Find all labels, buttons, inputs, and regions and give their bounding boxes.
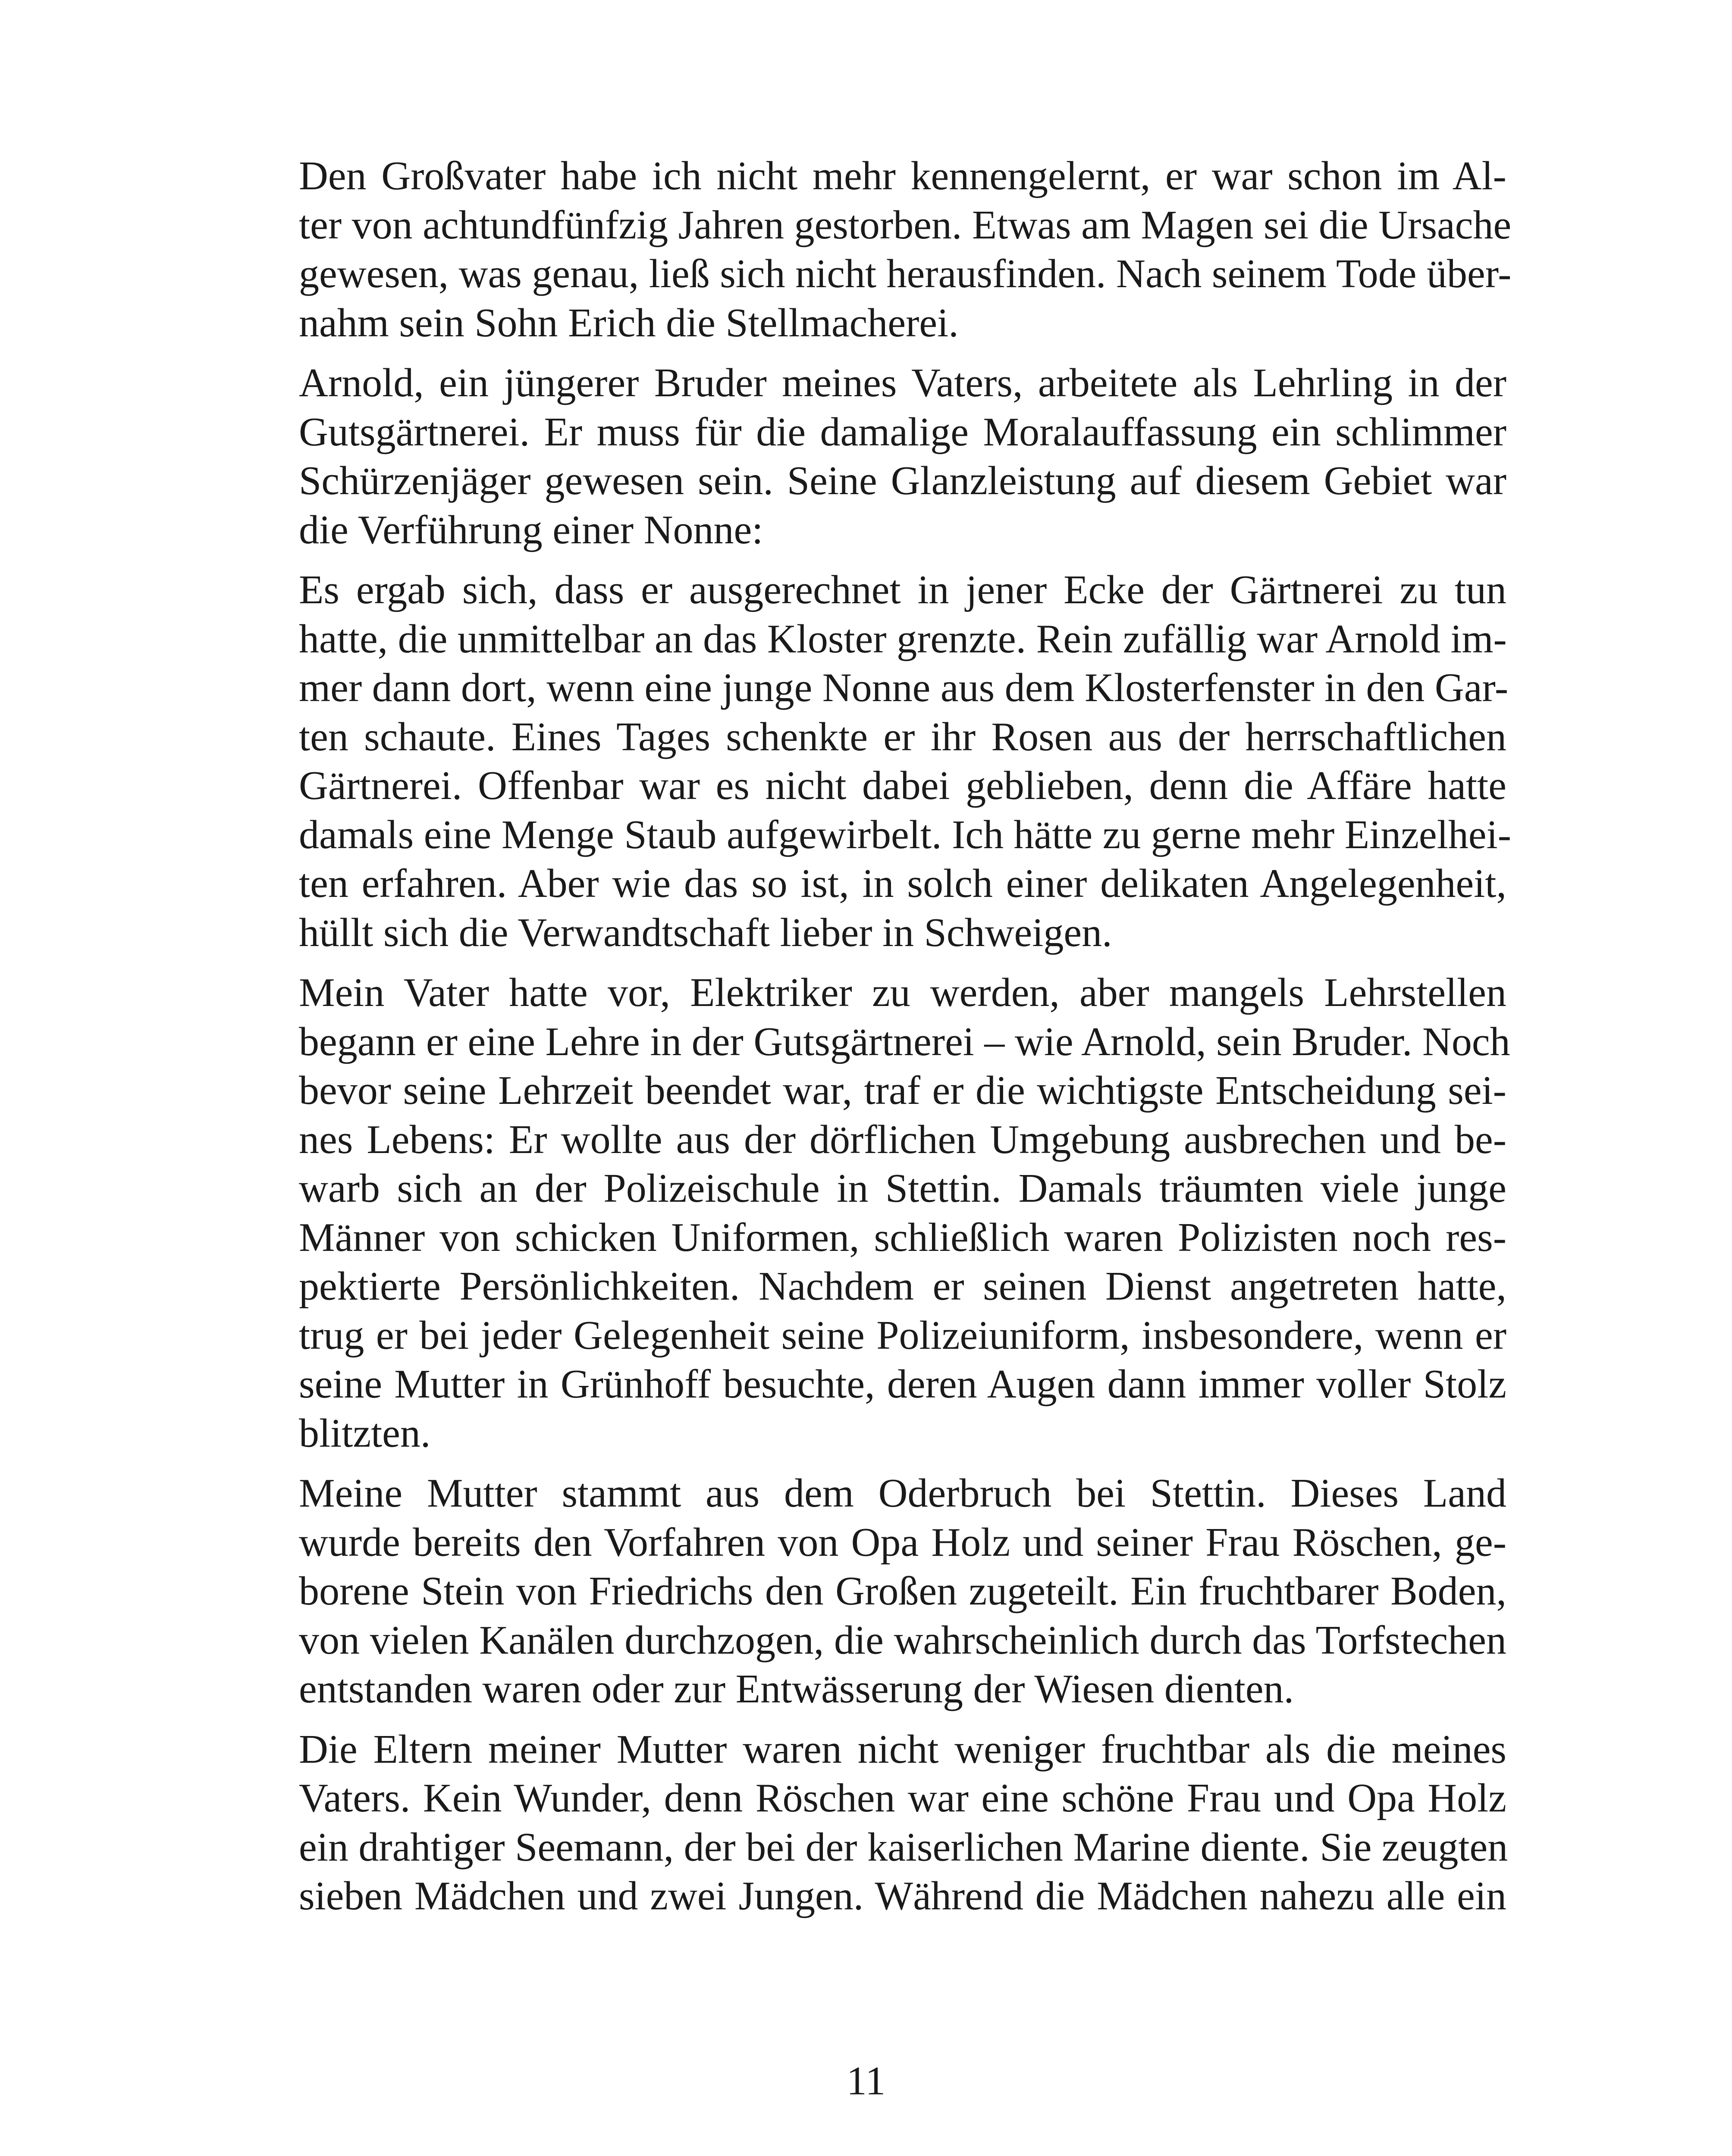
text-line: gewesen, was genau, ließ sich nicht herausfinden. Nach seinem Tode über- [299,251,1512,296]
text-line: hatte, die unmittelbar an das Kloster grenzte. Rein zufällig war Arnold im- [299,616,1507,661]
text-line: warb sich an der Polizeischule in Stettin. Damals träumten viele junge [299,1166,1506,1211]
paragraph [251,1469,1506,1714]
text-line: Den Großvater habe ich nicht mehr kennengelernt, er war schon im Al- [299,154,1506,198]
text-line: ten schaute. Eines Tages schenkte er ihr Rosen aus der herrschaftlichen [299,714,1506,759]
text-line: hüllt sich die Verwandtschaft lieber in Schweigen. [299,910,1112,955]
body-text [251,152,1512,1932]
text-line: Meine Mutter stammt aus dem Oderbruch bei Stettin. Dieses Land [299,1471,1506,1516]
paragraph [251,359,1506,555]
text-line: borene Stein von Friedrichs den Großen zugeteilt. Ein fruchtbarer Boden, [299,1569,1506,1614]
text-line: ten erfahren. Aber wie das so ist, in solch einer delikaten Angelegenheit, [299,861,1506,906]
text-line: Arnold, ein jüngerer Bruder meines Vaters, arbeitete als Lehrling in der [299,360,1506,405]
text-line: blitzten. [299,1410,431,1456]
text-line: Männer von schicken Uniformen, schließlich waren Polizisten noch res- [299,1215,1506,1260]
text-line: ter von achtundfünfzig Jahren gestorben. Etwas am Magen sei die Ursache [299,202,1512,248]
text-line: trug er bei jeder Gelegenheit seine Polizeiuniform, insbesondere, wenn er [299,1313,1506,1358]
text-line: Vaters. Kein Wunder, denn Röschen war eine schöne Frau und Opa Holz [299,1776,1506,1821]
text-line: die Verführung einer Nonne: [299,507,763,552]
text-line: Mein Vater hatte vor, Elektriker zu werden, aber mangels Lehrstellen [299,970,1506,1015]
text-line: Es ergab sich, dass er ausgerechnet in jener Ecke der Gärtnerei zu tun [299,567,1506,612]
text-line: begann er eine Lehre in der Gutsgärtnerei – wie Arnold, sein Bruder. Noch [299,1019,1510,1064]
text-line: sieben Mädchen und zwei Jungen. Während die Mädchen nahezu alle ein [299,1874,1506,1918]
paragraph [251,968,1510,1458]
text-line: Schürzenjäger gewesen sein. Seine Glanzleistung auf diesem Gebiet war [299,458,1506,503]
text-line: nahm sein Sohn Erich die Stellmacherei. [299,300,959,345]
text-line: Die Eltern meiner Mutter waren nicht weniger fruchtbar als die meines [299,1727,1506,1772]
text-line: wurde bereits den Vorfahren von Opa Holz und seiner Frau Röschen, ge- [299,1520,1506,1565]
text-line: ein drahtiger Seemann, der bei der kaiserlichen Marine diente. Sie zeugten [299,1824,1508,1870]
text-line: mer dann dort, wenn eine junge Nonne aus dem Klosterfenster in den Gar- [299,665,1509,710]
text-line: damals eine Menge Staub aufgewirbelt. Ich hätte zu gerne mehr Einzelhei- [299,812,1512,857]
paragraph [251,152,1512,348]
text-line: Gärtnerei. Offenbar war es nicht dabei geblieben, denn die Affäre hatte [299,763,1506,808]
text-line: entstanden waren oder zur Entwässerung der Wiesen dienten. [299,1667,1294,1711]
text-line: Gutsgärtnerei. Er muss für die damalige Moralauffassung ein schlimmer [299,409,1506,454]
text-line: pektierte Persönlichkeiten. Nachdem er seinen Dienst angetreten hatte, [299,1264,1506,1309]
text-line: von vielen Kanälen durchzogen, die wahrscheinlich durch das Torfstechen [299,1617,1506,1663]
text-line: bevor seine Lehrzeit beendet war, traf er die wichtigste Entscheidung sei- [299,1068,1506,1113]
text-line: nes Lebens: Er wollte aus der dörflichen Umgebung ausbrechen und be- [299,1117,1506,1162]
page-number: 11 [846,2059,886,2103]
paragraph [251,566,1512,957]
text-line: seine Mutter in Grünhoff besuchte, deren Augen dann immer voller Stolz [299,1362,1506,1407]
paragraph [251,1725,1506,1921]
